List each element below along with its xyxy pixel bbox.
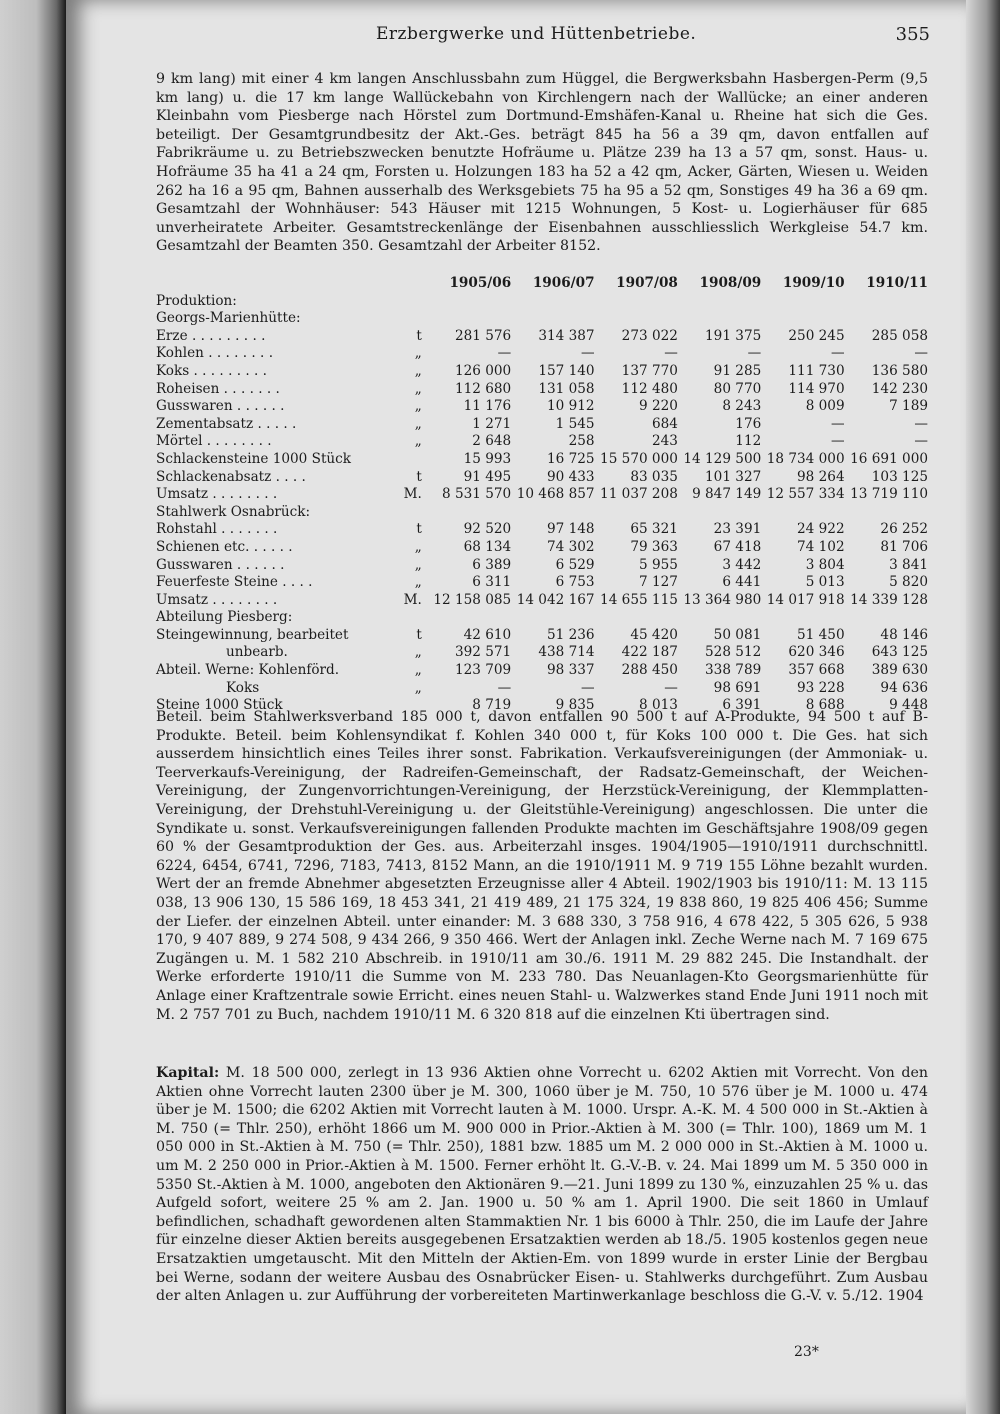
table-cell: 91 495 [463,468,512,485]
row-unit: M. [403,591,422,608]
table-cell [595,293,678,311]
table-row [156,592,928,610]
table-row [156,310,928,328]
table-cell: 1 545 [555,415,595,432]
table-cell: 18 734 000 [766,450,845,467]
row-label: Koks [226,679,260,696]
table-cell [428,609,511,627]
table-cell: 51 450 [797,626,845,643]
table-cell: 65 321 [630,521,678,538]
table-row [156,539,928,557]
table-cell: 12 158 085 [433,591,512,608]
table-cell: 103 125 [871,468,928,485]
row-unit: „ [414,345,422,362]
table-cell: — [497,345,512,362]
table-cell: 8 719 [472,697,512,714]
table-cell: 157 140 [538,362,595,379]
row-unit [370,609,428,627]
table-row [156,609,928,627]
row-unit: t [416,521,422,538]
row-unit: „ [414,574,422,591]
table-header-row [156,275,928,293]
table-cell: 314 387 [538,327,595,344]
table-cell: 23 391 [713,521,762,538]
table-cell: 24 922 [797,521,845,538]
table-cell: 74 302 [546,538,595,555]
table-cell: 3 804 [805,556,845,573]
row-label: Abteil. Werne: Kohlenförd. [156,662,340,679]
table-cell: 16 691 000 [850,450,928,467]
table-cell [428,504,511,522]
table-cell: 14 339 128 [850,591,928,608]
table-cell: 3 442 [722,556,762,573]
page-edge-shadow [966,0,1000,1414]
row-label: Steine 1000 Stück [156,697,283,714]
table-cell: 258 [568,433,595,450]
table-cell: 93 228 [797,679,845,696]
table-row [156,451,928,469]
table-cell: 114 970 [788,380,845,397]
year-header: 1905/06 [449,275,512,291]
row-label: unbearb. [226,644,288,661]
paragraph-grundbesitz: 9 km lang) mit einer 4 km langen Anschlussbahn zum Hüggel, die Bergwerksbahn Hasbergen-Perm (9,5 km lang) u. die 17 km lange Wallückebahn von Kirchlengern nach der Wallücke; an einer anderen Kleinbahn vom Piesberge nach Hörstel zum Dortmund-Emshäfen-Kanal u. Rheine hat sich die Ges. beteiligt. Der Gesamtgrundbesitz der Akt.-Ges. beträgt 845 ha 56 a 39 qm, davon entfallen auf Fabrikräume u. zu Betriebszwecken benutzte Hofräume u. Plätze 239 ha 13 a 57 qm, sonst. Haus- u. Hofräume 35 ha 41 a 24 qm, Forsten u. Holzungen 183 ha 52 a 42 qm, Acker, Gärten, Wiesen u. Weiden 262 ha 16 a 95 qm, Bahnen ausserhalb des Werksgebiets 75 ha 95 a 52 qm, Sonstiges 49 ha 36 a 69 qm. Gesamtzahl der Wohnhäuser: 543 Häuser mit 1215 Wohnungen, 5 Kost- u. Logierhäuser für 685 unverheiratete Arbeiter. Gesamtstreckenlänge der Eisenbahnen ausschliesslich Werkgleise 54.7 km. Gesamtzahl der Beamten 350. Gesamtzahl der Arbeiter 8152. [156,71,928,255]
table-cell: 8 013 [638,697,678,714]
table-cell [511,504,594,522]
table-cell: 11 176 [463,398,512,415]
table-row [156,293,928,311]
table-cell: 79 363 [630,538,678,555]
year-header: 1906/07 [532,275,595,291]
table-cell: 684 [651,415,678,432]
table-cell: 14 655 115 [600,591,678,608]
table-cell: 26 252 [880,521,928,538]
row-unit [370,451,428,469]
table-cell: 6 529 [555,556,595,573]
table-cell [595,609,678,627]
year-header: 1910/11 [866,275,928,291]
table-cell [845,609,928,627]
row-label: Roheisen . . . . . . . [156,380,280,397]
table-cell: 45 420 [630,626,678,643]
table-cell: — [914,345,928,362]
table-cell [595,504,678,522]
table-cell: 6 389 [472,556,512,573]
table-cell [845,310,928,328]
book-page [66,0,966,1414]
table-cell: — [914,433,928,450]
table-cell: 9 448 [889,697,928,714]
table-cell: 68 134 [463,538,512,555]
table-cell: 67 418 [713,538,762,555]
table-cell: 250 245 [788,327,845,344]
table-cell: 620 346 [788,644,845,661]
table-row [156,504,928,522]
table-cell: 131 058 [538,380,595,397]
table-cell: 422 187 [621,644,678,661]
row-unit [370,504,428,522]
table-cell: 91 285 [713,362,762,379]
table-cell [511,609,594,627]
table-cell: 94 636 [880,679,928,696]
row-label: Gusswaren . . . . . . [156,556,285,573]
table-cell: 14 017 918 [766,591,845,608]
row-unit: „ [414,433,422,450]
row-label: Erze . . . . . . . . . [156,327,266,344]
production-table [156,275,928,715]
row-unit: t [416,327,422,344]
table-cell: 3 841 [889,556,928,573]
table-cell: 15 570 000 [600,450,678,467]
table-cell: 528 512 [705,644,762,661]
table-cell: — [831,433,845,450]
table-cell: 273 022 [621,327,678,344]
table-cell: 8 688 [805,697,845,714]
table-row [156,363,928,381]
table-cell [511,310,594,328]
row-label: Feuerfeste Steine . . . . [156,574,313,591]
row-unit: t [416,468,422,485]
table-cell: 13 719 110 [850,486,928,503]
year-header: 1908/09 [699,275,762,291]
page-header [286,24,930,52]
table-cell [845,504,928,522]
table-row [156,398,928,416]
row-unit [370,293,428,311]
year-header: 1909/10 [782,275,845,291]
table-row [156,433,928,451]
table-cell: 97 148 [546,521,595,538]
table-cell: 392 571 [454,644,512,661]
table-cell: 74 102 [797,538,845,555]
table-row [156,345,928,363]
table-cell: 243 [651,433,678,450]
table-cell: — [914,415,928,432]
table-cell: 8 009 [805,398,845,415]
row-label: Produktion: [156,292,237,309]
table-row [156,416,928,434]
row-label: Stahlwerk Osnabrück: [156,503,311,520]
row-label: Schlackensteine 1000 Stück [156,450,352,467]
row-label: Georgs-Marienhütte: [156,310,301,327]
table-cell: 288 450 [621,662,678,679]
table-cell: 643 125 [871,644,928,661]
row-unit: „ [414,556,422,573]
row-label: Zementabsatz . . . . . [156,415,297,432]
table-cell: 98 337 [546,662,595,679]
kapital-text: M. 18 500 000, zerlegt in 13 936 Aktien ohne Vorrecht u. 6202 Aktien mit Vorrecht. Von den Aktien ohne Vorrecht lauten 2300 über je M. 300, 1060 über je M. 750, 10 576 über je M. 1000 u. 474 über je M. 1500; die 6202 Aktien mit Vorrecht lauten à M. 1000. Urspr. A.-K. M. 4 500 000 in St.-Aktien à M. 750 (= Thlr. 250), erhöht 1866 um M. 900 000 in Prior.-Aktien à M. 300 (= Thlr. 100), 1869 um M. 1 050 000 in St.-Aktien à M. 750 (= Thlr. 250), 1881 bzw. 1885 um M. 2 000 000 in St.-Aktien à M. 1000 u. um M. 2 250 000 in Prior.-Aktien à M. 1500. Ferner erhöht lt. G.-V.-B. v. 24. Mai 1899 um M. 5 350 000 in 5350 St.-Aktien à M. 1000, angeboten den Aktionären 9.—21. Juni 1899 zu 130 %, einzuzahlen 25 % u. das Aufgeld sofort, weitere 25 % am 2. Jan. 1900 u. 50 % am 1. April 1900. Die seit 1860 in Umlauf befindlichen, schadhaft gewordenen alten Stammaktien Nr. 1 bis 6000 à Thlr. 250, die im Laufe der Jahre für einzelne dieser Aktien bereits ausgegebenen Ersatzaktien werden ab 18./5. 1905 kostenlos gegen neue Ersatzaktien umgetauscht. Mit den Mitteln der Aktien-Em. von 1899 wurde in erster Linie der Bergbau bei Werne, sodann der weitere Ausbau des Osnabrücker Eisen- u. Stahlwerks durchgeführt. Zum Ausbau der alten Anlagen u. zur Aufführung der vorbereiteten Martinwerkanlage beschloss die G.-V. v. 5./12. 1904 [156,1065,928,1305]
table-cell: 7 189 [889,398,928,415]
table-cell: 338 789 [705,662,762,679]
row-label: Kohlen . . . . . . . . [156,345,274,362]
table-cell: 83 035 [630,468,678,485]
table-cell: — [580,679,595,696]
row-label: Steingewinnung, bearbeitet [156,626,349,643]
table-cell: 357 668 [788,662,845,679]
table-cell [678,293,761,311]
row-unit: „ [414,538,422,555]
table-cell [761,310,844,328]
table-cell: 10 912 [546,398,595,415]
table-cell: 5 013 [805,574,845,591]
table-cell: 281 576 [454,327,512,344]
table-cell [511,293,594,311]
table-cell: 10 468 857 [516,486,595,503]
paragraph-beteiligung: Beteil. beim Stahlwerksverband 185 000 t, davon entfallen 90 500 t auf A-Produkte, 94 500 t auf B-Produkte. Beteil. beim Kohlensyndikat f. Kohlen 340 000 t, für Koks 100 000 t. Die Ges. hat sich ausserdem hinsichtlich eines Teiles ihrer sonst. Fabrikation. Verkaufsvereinigungen (der Ammoniak- u. Teerverkaufs-Vereinigung, der Radreifen-Gemeinschaft, der Radsatz-Gemeinschaft, der Weichen-Vereinigung, der Zungenvorrichtungen-Vereinigung, der Herzstück-Vereinigung, der Klemmplatten-Vereinigung, der Drehstuhl-Vereinigung u. der Gleitstühle-Vereinigung) angeschlossen. Die unter die Syndikate u. sonst. Verkaufsvereinigungen fallenden Produkte machten im Geschäftsjahre 1908/09 gegen 60 % der Gesamtproduktion der Ges. aus. Arbeiterzahl insges. 1904/1905—1910/1911 durchschnittl. 6224, 6454, 6741, 7296, 7183, 7413, 8152 Mann, an die 1910/1911 M. 9 719 155 Löhne bezahlt wurden. Wert der an fremde Abnehmer abgesetzten Erzeugnisse aller 4 Abteil. 1902/1903 bis 1910/11: M. 13 115 038, 13 906 130, 15 586 169, 18 453 341, 21 419 489, 21 175 324, 19 838 860, 19 825 406 456; Summe der Liefer. der einzelnen Abteil. unter einander: M. 3 688 330, 3 758 916, 4 678 422, 5 305 626, 5 938 170, 9 407 889, 9 274 508, 9 434 266, 9 350 466. Wert der Anlagen inkl. Zeche Werne nach M. 7 169 675 Zugängen u. M. 1 582 210 Abschreib. in 1910/11 am 30./6. 1911 M. 29 882 245. Die Instandhalt. der Werke erforderte 1910/11 die Summe von M. 233 780. Das Neuanlagen-Kto Georgsmarienhütte für Anlage einer Kraftzentrale sowie Erricht. eines neuen Stahl- u. Walzwerkes stand Ende Juni 1911 noch mit M. 2 757 701 zu Buch, nachdem 1910/11 M. 6 320 818 auf die einzelnen Kti übertragen sind. [156,709,928,1023]
table-cell: 81 706 [880,538,928,555]
row-unit: „ [414,380,422,397]
table-cell: 2 648 [472,433,512,450]
table-cell [428,293,511,311]
row-unit: „ [414,362,422,379]
table-cell: 6 391 [722,697,762,714]
table-cell: 6 441 [722,574,762,591]
table-cell: 101 327 [705,468,762,485]
table-cell [678,310,761,328]
table-cell: 80 770 [713,380,762,397]
table-cell: — [831,415,845,432]
table-row [156,557,928,575]
paragraph-kapital [156,1064,928,1306]
table-cell: — [664,679,678,696]
row-unit: „ [414,662,422,679]
table-cell: 112 [735,433,762,450]
row-unit: M. [403,486,422,503]
table-cell: 14 042 167 [516,591,595,608]
table-cell: — [580,345,595,362]
table-cell: 98 691 [713,679,762,696]
previous-page-strip [0,0,66,1414]
table-cell: 8 531 570 [441,486,512,503]
table-cell: 11 037 208 [600,486,678,503]
table-cell: 42 610 [463,626,512,643]
table-cell [761,504,844,522]
table-row [156,662,928,680]
table-row [156,486,928,504]
row-label: Umsatz . . . . . . . . [156,486,278,503]
table-cell: 5 955 [638,556,678,573]
table-cell: 5 820 [889,574,928,591]
table-header-unit [370,275,428,293]
table-cell: 123 709 [454,662,512,679]
table-cell [595,310,678,328]
row-unit [370,310,428,328]
table-cell: 389 630 [871,662,928,679]
table-row [156,574,928,592]
row-label: Gusswaren . . . . . . [156,398,285,415]
table-cell: 126 000 [454,362,512,379]
table-cell: — [664,345,678,362]
row-label: Mörtel . . . . . . . . [156,433,272,450]
table-cell: — [747,345,762,362]
table-row [156,328,928,346]
row-label: Abteilung Piesberg: [156,609,293,626]
table-cell: 112 680 [454,380,512,397]
table-cell: 6 753 [555,574,595,591]
row-label: Rohstahl . . . . . . . [156,521,278,538]
row-unit: „ [414,679,422,696]
table-cell: 142 230 [871,380,928,397]
row-unit: „ [414,398,422,415]
table-cell: 112 480 [621,380,678,397]
table-cell [428,310,511,328]
table-cell [678,609,761,627]
page-number: 355 [895,24,930,45]
table-cell: 13 364 980 [683,591,762,608]
table-cell [678,504,761,522]
table-cell: — [831,345,845,362]
table-cell: 438 714 [538,644,595,661]
table-cell: 7 127 [638,574,678,591]
table-cell [761,609,844,627]
table-cell: 176 [735,415,762,432]
table-cell: 98 264 [797,468,845,485]
row-unit: „ [414,415,422,432]
table-cell: 136 580 [871,362,928,379]
table-cell: 6 311 [472,574,512,591]
table-cell: 9 847 149 [692,486,762,503]
table-cell: 50 081 [713,626,762,643]
table-cell: 9 835 [555,697,595,714]
running-title: Erzbergwerke und Hüttenbetriebe. [376,24,697,44]
table-cell: 51 236 [546,626,595,643]
table-header-label [156,275,370,293]
table-cell: 1 271 [472,415,512,432]
table-cell: 92 520 [463,521,512,538]
kapital-label: Kapital: [156,1065,220,1081]
row-unit: „ [414,644,422,661]
table-cell: 191 375 [705,327,762,344]
signature-mark: 23* [794,1344,819,1360]
table-cell: 90 433 [546,468,595,485]
table-row [156,644,928,662]
row-label: Schlackenabsatz . . . . [156,468,306,485]
table-row [156,680,928,698]
row-label: Umsatz . . . . . . . . [156,591,278,608]
table-cell: 12 557 334 [766,486,845,503]
table-row [156,627,928,645]
table-cell: 9 220 [638,398,678,415]
table-cell: 16 725 [546,450,595,467]
table-row [156,381,928,399]
table-cell: 14 129 500 [683,450,762,467]
row-label: Koks . . . . . . . . . [156,362,267,379]
table-row [156,521,928,539]
table-cell: — [497,679,512,696]
table-cell: 111 730 [788,362,845,379]
table-cell: 285 058 [871,327,928,344]
row-label: Schienen etc. . . . . . [156,538,293,555]
table-cell: 8 243 [722,398,762,415]
table-cell [761,293,844,311]
table-cell: 15 993 [463,450,512,467]
table-cell: 48 146 [880,626,928,643]
table-cell: 137 770 [621,362,678,379]
year-header: 1907/08 [616,275,678,291]
table-row [156,469,928,487]
table-cell [845,293,928,311]
row-unit: t [416,626,422,643]
